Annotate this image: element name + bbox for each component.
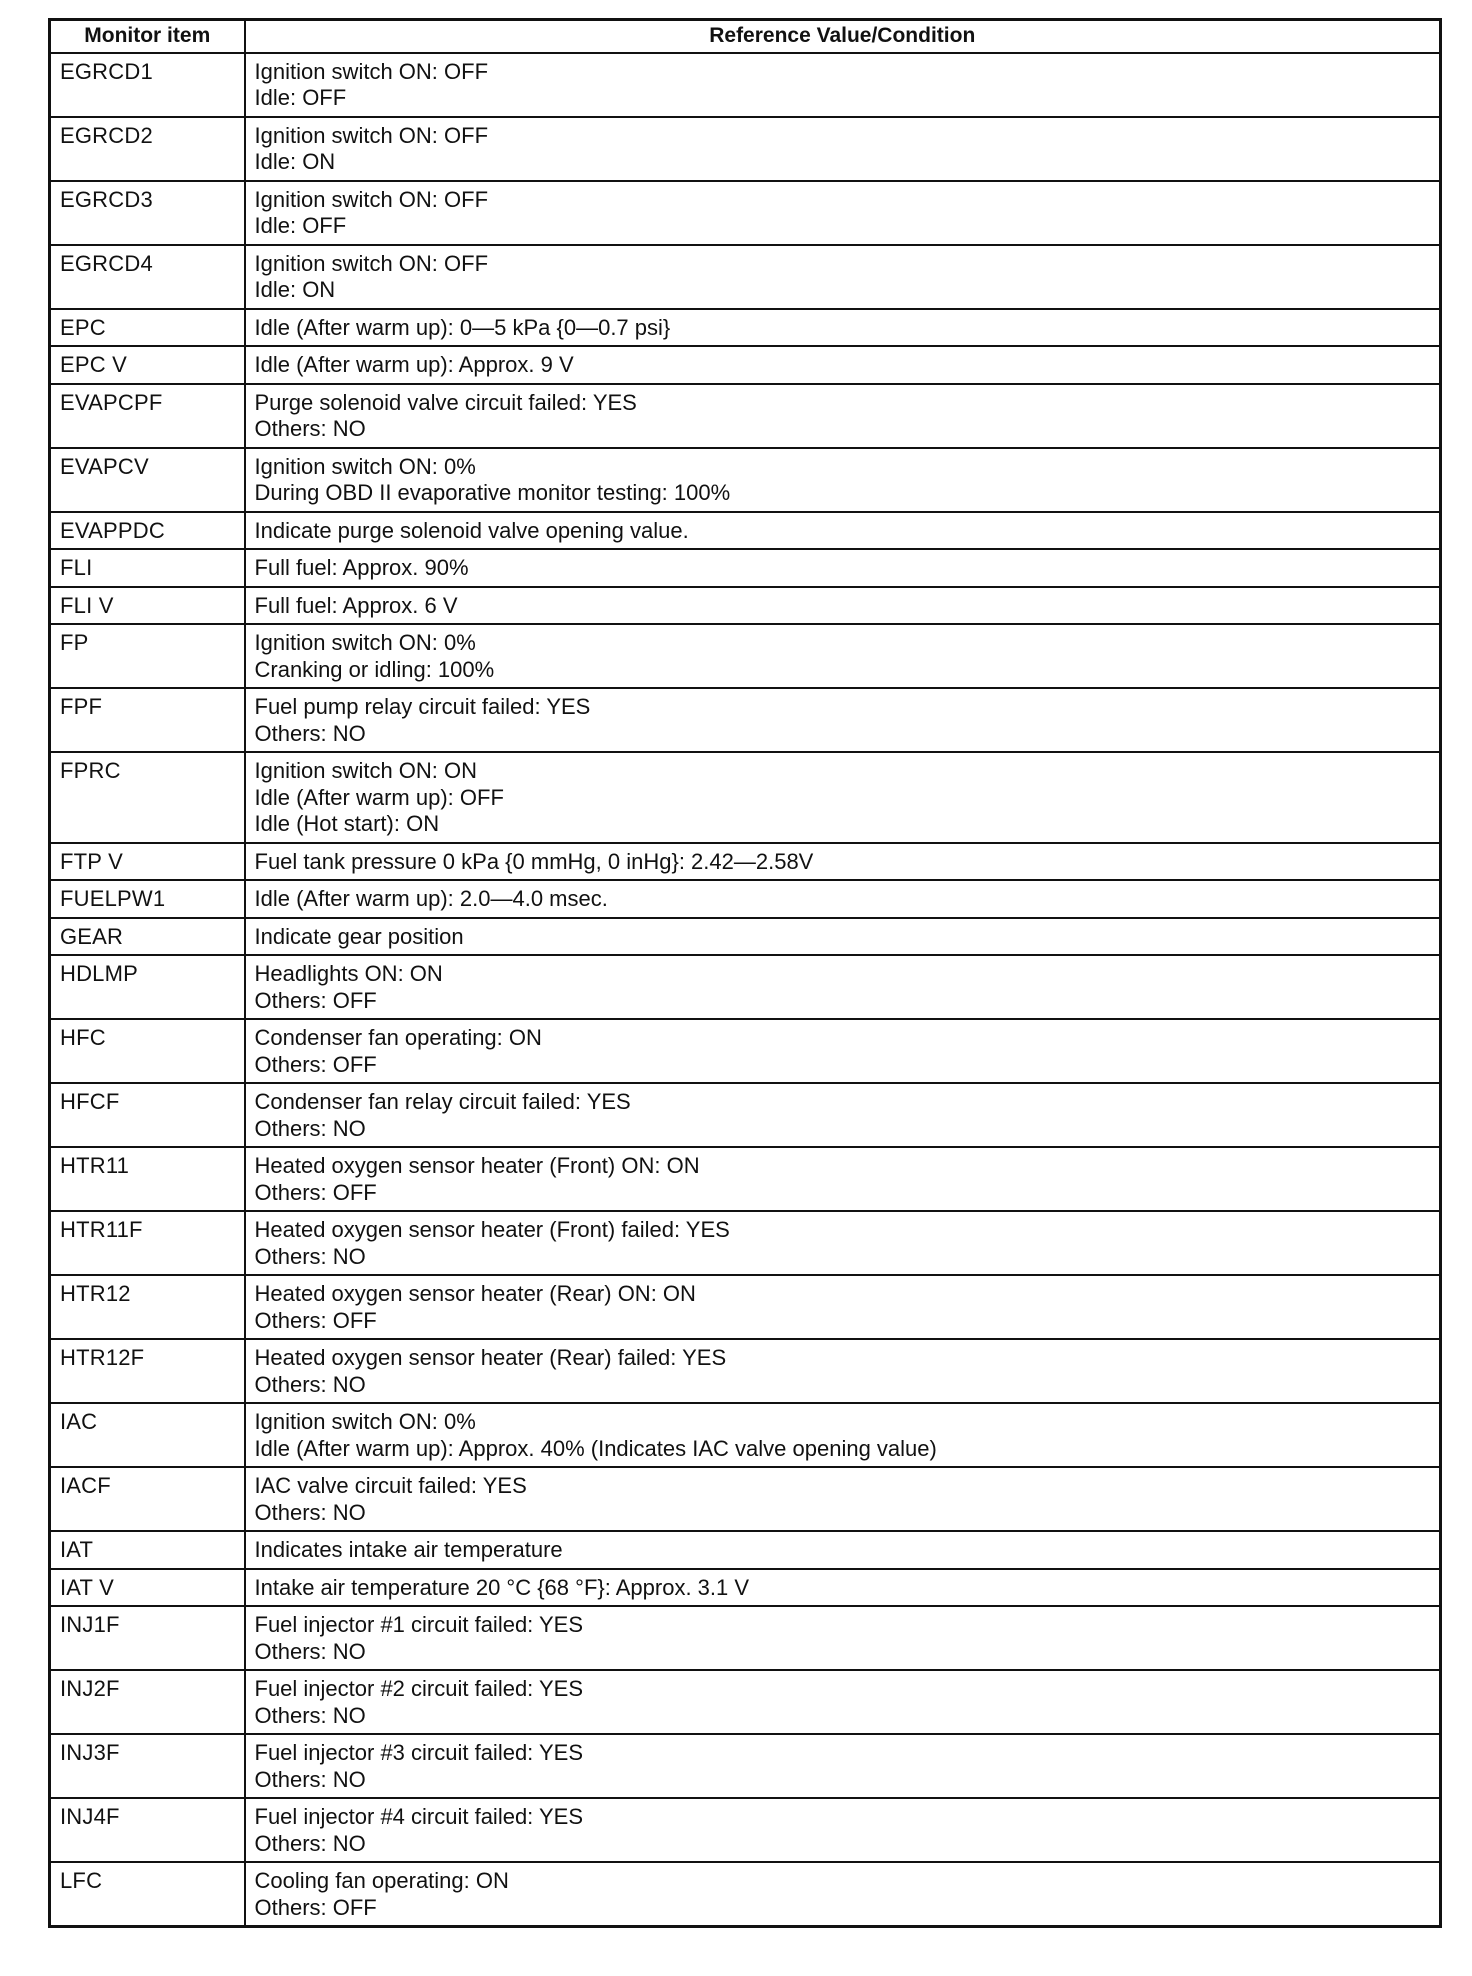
reference-value-cell <box>245 309 1441 347</box>
reference-line: Cooling fan operating: ON <box>254 1868 509 1893</box>
reference-line: Idle: OFF <box>254 85 347 110</box>
table-row <box>50 880 1441 918</box>
reference-line: Heated oxygen sensor heater (Front) ON: ON <box>254 1153 700 1178</box>
monitor-item-cell: EPC <box>50 309 245 347</box>
table-row <box>50 549 1441 587</box>
table-row <box>50 53 1441 117</box>
reference-line: Others: NO <box>254 1499 366 1525</box>
table-row <box>50 1798 1441 1862</box>
monitor-item-cell: EGRCD1 <box>50 53 245 117</box>
reference-value-cell <box>245 384 1441 448</box>
monitor-item-cell: FP <box>50 624 245 688</box>
reference-value-cell <box>245 1798 1441 1862</box>
reference-value-cell <box>245 752 1441 843</box>
monitor-item-cell: FLI V <box>50 587 245 625</box>
reference-line: Ignition switch ON: OFF <box>254 250 489 276</box>
table-row <box>50 1569 1441 1607</box>
reference-line: Idle (Hot start): ON <box>254 811 440 836</box>
monitor-item-cell: INJ3F <box>50 1734 245 1798</box>
reference-line: Others: OFF <box>254 1894 377 1920</box>
monitor-item-cell: IAC <box>50 1403 245 1467</box>
table-row <box>50 309 1441 347</box>
reference-line: Others: NO <box>254 1638 366 1664</box>
reference-value-cell <box>245 117 1441 181</box>
reference-value-cell <box>245 1083 1441 1147</box>
table-row <box>50 1403 1441 1467</box>
reference-line: Fuel pump relay circuit failed: YES <box>254 694 591 719</box>
table-row <box>50 1467 1441 1531</box>
monitor-item-cell: EVAPPDC <box>50 512 245 550</box>
table-row <box>50 1083 1441 1147</box>
reference-value-cell <box>245 1403 1441 1467</box>
reference-value-header: Reference Value/Condition <box>245 20 1441 53</box>
reference-line: Ignition switch ON: 0% <box>254 453 476 479</box>
table-row <box>50 1019 1441 1083</box>
table-row <box>50 1211 1441 1275</box>
reference-value-cell <box>245 1670 1441 1734</box>
monitor-item-cell: HTR12F <box>50 1339 245 1403</box>
reference-line: Full fuel: Approx. 6 V <box>254 592 458 618</box>
reference-line: Idle (After warm up): OFF <box>254 784 504 810</box>
reference-line: Idle (After warm up): Approx. 40% (Indicates IAC valve opening value) <box>254 1435 937 1461</box>
monitor-item-cell: FPRC <box>50 752 245 843</box>
monitor-item-cell: FUELPW1 <box>50 880 245 918</box>
table-row <box>50 346 1441 384</box>
table-row <box>50 688 1441 752</box>
table-row <box>50 1339 1441 1403</box>
table-row <box>50 918 1441 956</box>
monitor-item-cell: HTR11F <box>50 1211 245 1275</box>
reference-line: Idle (After warm up): 2.0—4.0 msec. <box>254 886 608 911</box>
reference-line: Heated oxygen sensor heater (Front) failed: YES <box>254 1217 730 1242</box>
table-body <box>50 53 1441 1927</box>
reference-line: Condenser fan relay circuit failed: YES <box>254 1089 631 1114</box>
reference-line: Others: OFF <box>254 1179 377 1205</box>
reference-value-cell <box>245 512 1441 550</box>
reference-value-cell <box>245 346 1441 384</box>
reference-line: Ignition switch ON: 0% <box>254 1409 476 1434</box>
reference-value-cell <box>245 448 1441 512</box>
monitor-item-cell: EVAPCV <box>50 448 245 512</box>
reference-value-cell <box>245 624 1441 688</box>
table-row <box>50 448 1441 512</box>
reference-value-cell <box>245 1019 1441 1083</box>
reference-value-cell <box>245 843 1441 881</box>
table-row <box>50 955 1441 1019</box>
reference-line: Indicate gear position <box>254 923 464 949</box>
reference-line: Ignition switch ON: OFF <box>254 186 489 212</box>
table-row <box>50 1670 1441 1734</box>
monitor-item-cell: FTP V <box>50 843 245 881</box>
table-row <box>50 245 1441 309</box>
table-row <box>50 117 1441 181</box>
reference-line: Others: NO <box>254 1115 366 1141</box>
monitor-item-cell: INJ4F <box>50 1798 245 1862</box>
reference-value-cell <box>245 1862 1441 1927</box>
table-row <box>50 1275 1441 1339</box>
table-row <box>50 1862 1441 1927</box>
reference-line: Idle (After warm up): Approx. 9 V <box>254 352 574 377</box>
monitor-item-cell: LFC <box>50 1862 245 1927</box>
monitor-item-cell: HTR11 <box>50 1147 245 1211</box>
table-row <box>50 843 1441 881</box>
monitor-item-cell: IAT <box>50 1531 245 1569</box>
monitor-item-cell: FPF <box>50 688 245 752</box>
monitor-item-cell: HDLMP <box>50 955 245 1019</box>
reference-value-cell <box>245 1531 1441 1569</box>
table-row <box>50 181 1441 245</box>
reference-value-cell <box>245 245 1441 309</box>
reference-value-cell <box>245 1339 1441 1403</box>
reference-line: Fuel tank pressure 0 kPa {0 mmHg, 0 inHg}: 2.42—2.58V <box>254 848 814 874</box>
monitor-item-cell: IACF <box>50 1467 245 1531</box>
reference-line: During OBD II evaporative monitor testing: 100% <box>254 480 731 505</box>
reference-line: Fuel injector #1 circuit failed: YES <box>254 1612 584 1637</box>
reference-line: Condenser fan operating: ON <box>254 1025 542 1050</box>
monitor-item-cell: INJ2F <box>50 1670 245 1734</box>
reference-value-cell <box>245 549 1441 587</box>
reference-line: Ignition switch ON: OFF <box>254 122 489 148</box>
reference-line: Others: NO <box>254 1830 366 1856</box>
reference-line: IAC valve circuit failed: YES <box>254 1473 527 1498</box>
reference-line: Full fuel: Approx. 90% <box>254 555 469 580</box>
monitor-item-cell: HTR12 <box>50 1275 245 1339</box>
monitor-item-cell: INJ1F <box>50 1606 245 1670</box>
monitor-item-cell: HFC <box>50 1019 245 1083</box>
table-header-row <box>50 20 1441 53</box>
reference-value-cell <box>245 955 1441 1019</box>
table-row <box>50 512 1441 550</box>
monitor-item-cell: HFCF <box>50 1083 245 1147</box>
reference-line: Ignition switch ON: 0% <box>254 630 476 655</box>
reference-line: Fuel injector #4 circuit failed: YES <box>254 1804 584 1829</box>
reference-line: Others: NO <box>254 416 366 441</box>
table-row <box>50 1531 1441 1569</box>
table-row <box>50 752 1441 843</box>
monitor-item-cell: EGRCD3 <box>50 181 245 245</box>
reference-line: Fuel injector #2 circuit failed: YES <box>254 1676 584 1701</box>
reference-line: Headlights ON: ON <box>254 961 443 986</box>
reference-value-cell <box>245 1211 1441 1275</box>
reference-line: Others: NO <box>254 720 366 746</box>
reference-line: Idle: OFF <box>254 213 347 238</box>
reference-line: Fuel injector #3 circuit failed: YES <box>254 1740 584 1765</box>
reference-line: Intake air temperature 20 °C {68 °F}: Approx. 3.1 V <box>254 1574 750 1600</box>
table-row <box>50 624 1441 688</box>
reference-line: Others: NO <box>254 1243 366 1269</box>
monitor-item-cell: GEAR <box>50 918 245 956</box>
monitor-item-cell: EGRCD4 <box>50 245 245 309</box>
table-row <box>50 1606 1441 1670</box>
reference-line: Purge solenoid valve circuit failed: YES <box>254 389 637 415</box>
table-row <box>50 1734 1441 1798</box>
monitor-item-header: Monitor item <box>50 20 245 53</box>
reference-value-cell <box>245 1467 1441 1531</box>
reference-value-cell <box>245 688 1441 752</box>
reference-line: Ignition switch ON: ON <box>254 758 478 783</box>
reference-line: Others: NO <box>254 1702 366 1728</box>
reference-line: Others: OFF <box>254 1051 377 1077</box>
reference-value-cell <box>245 1147 1441 1211</box>
table-row <box>50 384 1441 448</box>
reference-value-cell <box>245 1734 1441 1798</box>
table-row <box>50 587 1441 625</box>
reference-value-cell <box>245 53 1441 117</box>
reference-value-cell <box>245 880 1441 918</box>
reference-line: Idle: ON <box>254 277 336 302</box>
reference-line: Others: OFF <box>254 987 377 1013</box>
document-page <box>48 18 1442 1928</box>
reference-value-cell <box>245 1275 1441 1339</box>
reference-line: Idle: ON <box>254 149 336 174</box>
monitor-reference-table <box>48 18 1442 1928</box>
monitor-item-cell: EPC V <box>50 346 245 384</box>
monitor-item-cell: FLI <box>50 549 245 587</box>
reference-line: Ignition switch ON: OFF <box>254 58 489 84</box>
monitor-item-cell: EVAPCPF <box>50 384 245 448</box>
reference-line: Others: NO <box>254 1766 366 1792</box>
reference-line: Cranking or idling: 100% <box>254 656 495 682</box>
reference-line: Others: NO <box>254 1371 366 1397</box>
reference-value-cell <box>245 918 1441 956</box>
reference-line: Others: OFF <box>254 1307 377 1333</box>
reference-line: Indicate purge solenoid valve opening value. <box>254 517 689 543</box>
reference-value-cell <box>245 1606 1441 1670</box>
reference-value-cell <box>245 181 1441 245</box>
table-row <box>50 1147 1441 1211</box>
reference-line: Indicates intake air temperature <box>254 1537 563 1562</box>
reference-value-cell <box>245 1569 1441 1607</box>
reference-line: Idle (After warm up): 0—5 kPa {0—0.7 psi} <box>254 314 671 340</box>
reference-value-cell <box>245 587 1441 625</box>
reference-line: Heated oxygen sensor heater (Rear) failed: YES <box>254 1345 727 1370</box>
monitor-item-cell: IAT V <box>50 1569 245 1607</box>
reference-line: Heated oxygen sensor heater (Rear) ON: ON <box>254 1281 696 1306</box>
monitor-item-cell: EGRCD2 <box>50 117 245 181</box>
